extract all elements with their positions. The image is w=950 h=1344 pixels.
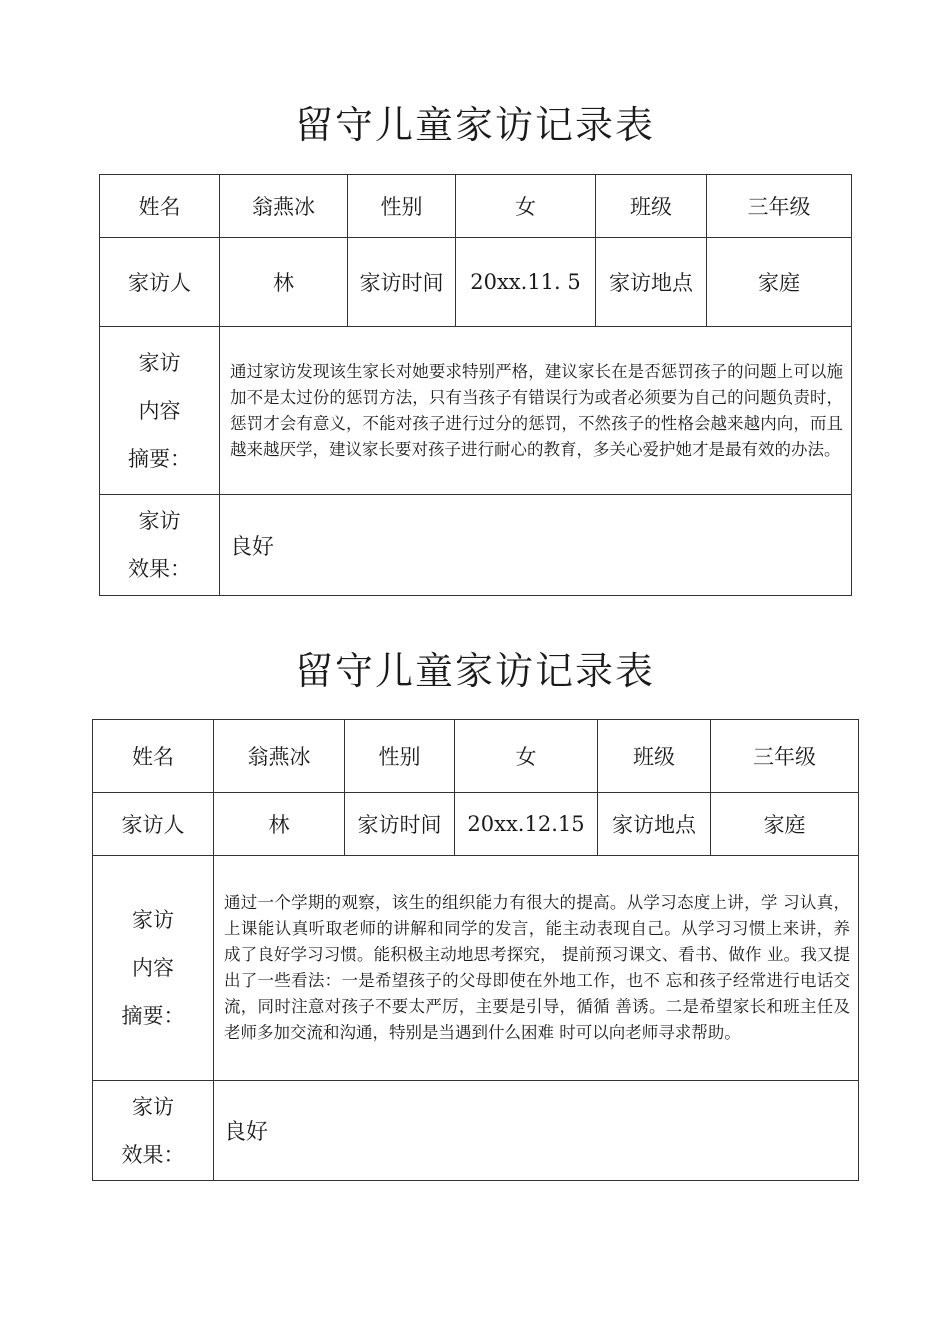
effect-label-line-2: 效果： — [121, 1142, 185, 1167]
effect-label-line-1: 家访 — [132, 1094, 174, 1119]
summary-label — [100, 327, 220, 495]
name-label: 姓名 — [100, 175, 220, 238]
class-label: 班级 — [596, 175, 707, 238]
visit-place-value: 家庭 — [711, 793, 859, 856]
summary-content — [220, 327, 852, 495]
record-1-row-visit — [100, 238, 852, 327]
summary-text: 通过家访发现该生家长对她要求特别严格，建议家长在是否惩罚孩子的问题上可以施加不是太过份的惩罚方法，只有当孩子有错误行为或者必须要为自己的问题负责时，惩罚才会有意义，不能对孩子进行过分的惩罚，不然孩子的性格会越来越内向，而且越来越厌学，建议家长要对孩子进行耐心的教育，多关心爱护她才是最有效的办法。 — [230, 361, 843, 459]
effect-label-line-1: 家访 — [138, 509, 181, 533]
visit-place-value: 家庭 — [707, 238, 852, 327]
visit-time-label: 家访时间 — [348, 238, 456, 327]
visitor-value: 林 — [214, 793, 345, 856]
record-2-table — [92, 719, 859, 1181]
visit-time-value: 20xx.11. 5 — [456, 238, 596, 327]
record-2-row-visit — [93, 793, 859, 856]
gender-value: 女 — [456, 175, 596, 238]
gender-label: 性别 — [345, 720, 455, 793]
summary-label — [93, 856, 214, 1081]
record-1-table — [99, 174, 852, 596]
gender-value: 女 — [455, 720, 598, 793]
summary-label-line-2: 内容 — [138, 398, 181, 423]
record-1-row-basic — [100, 175, 852, 238]
record-1-title: 留守儿童家访记录表 — [294, 103, 655, 147]
summary-content — [214, 856, 859, 1081]
effect-value: 良好 — [214, 1081, 859, 1181]
name-value: 翁燕冰 — [220, 175, 348, 238]
summary-label-line-3: 摘要： — [128, 446, 191, 471]
summary-label-line-1: 家访 — [132, 908, 174, 932]
effect-label-line-2: 效果： — [128, 557, 191, 581]
gender-label: 性别 — [348, 175, 456, 238]
visit-time-value: 20xx.12.15 — [455, 793, 598, 856]
record-2-row-basic — [93, 720, 859, 793]
summary-text: 通过一个学期的观察，该生的组织能力有很大的提高。从学习态度上讲，学 习认真，上课能认真听取老师的讲解和同学的发言，能主动表现自己。从学习习惯上来讲，养成了良好学习习惯。能积极主动地思考探究， 提前预习课文、看书、做作 业。我又提出了一些看法：一是希望孩子的父母即使在外地工作，也不 忘和孩子经常进行电话交流，同时注意对孩子不要太严厉，主要是引导，循循 善诱。二是希望家长和班主任及老师多加交流和沟通，特别是当遇到什么困难 时可以向老师寻求帮助。 — [224, 893, 850, 1042]
effect-label — [100, 495, 220, 596]
visit-place-label: 家访地点 — [598, 793, 711, 856]
visit-place-label: 家访地点 — [596, 238, 707, 327]
visitor-label: 家访人 — [93, 793, 214, 856]
effect-label — [93, 1081, 214, 1181]
visit-time-label: 家访时间 — [345, 793, 455, 856]
summary-label-line-1: 家访 — [138, 350, 181, 375]
summary-label-line-3: 摘要： — [121, 1004, 185, 1028]
record-2-row-effect — [93, 1081, 859, 1181]
class-value: 三年级 — [707, 175, 852, 238]
record-1-row-summary — [100, 327, 852, 495]
name-label: 姓名 — [93, 720, 214, 793]
record-2-title: 留守儿童家访记录表 — [294, 649, 655, 693]
class-value: 三年级 — [711, 720, 859, 793]
record-2-row-summary — [93, 856, 859, 1081]
record-1-row-effect — [100, 495, 852, 596]
class-label: 班级 — [598, 720, 711, 793]
summary-label-line-2: 内容 — [132, 956, 174, 980]
name-value: 翁燕冰 — [214, 720, 345, 793]
visitor-label: 家访人 — [100, 238, 220, 327]
effect-value: 良好 — [220, 495, 852, 596]
visitor-value: 林 — [220, 238, 348, 327]
